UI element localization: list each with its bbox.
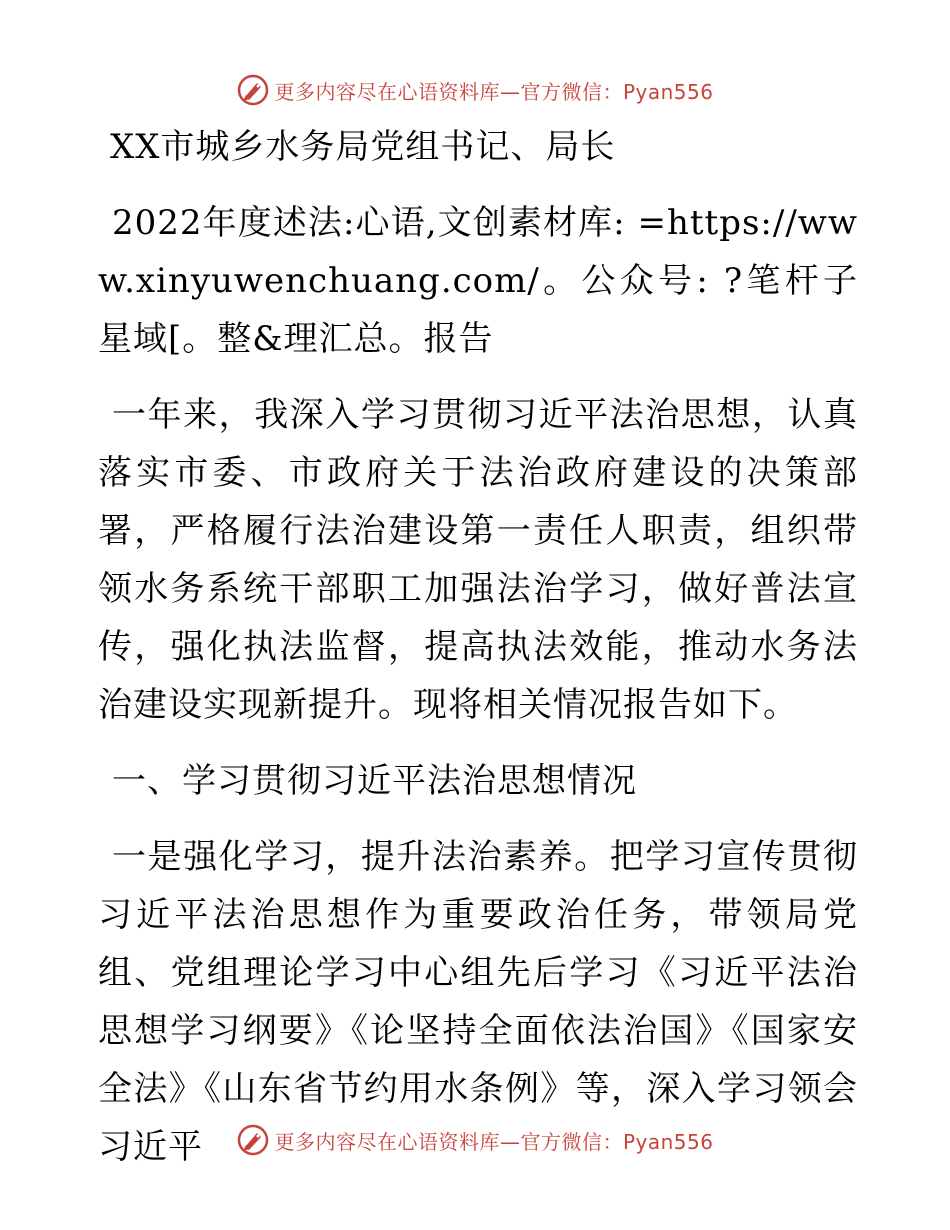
footer-watermark: [0, 1120, 950, 1160]
header-watermark: [0, 70, 950, 110]
paragraph-summary: 一年来，我深入学习贯彻习近平法治思想，认真落实市委、市政府关于法治政府建设的决策部署，严格履行法治建设第一责任人职责，组织带领水务系统干部职工加强法治学习，做好普法宣传，强化执法监督，提高执法效能，推动水务法治建设实现新提升。现将相关情况报告如下。: [98, 395, 858, 725]
paragraph-body: 一是强化学习，提升法治素养。把学习宣传贯彻习近平法治思想作为重要政治任务，带领局党组、党组理论学习中心组先后学习《习近平法治思想学习纲要》《论坚持全面依法治国》《国家安全法》《山东省节约用水条例》等，深入学习领会习近平: [98, 837, 858, 1167]
watermark-text: 更多内容尽在心语资料库—官方微信：Pyan556: [274, 79, 714, 104]
document-title: XX市城乡水务局党组书记、局长: [110, 127, 616, 167]
watermark-text: 更多内容尽在心语资料库—官方微信：Pyan556: [274, 1129, 714, 1154]
section-heading: 一、学习贯彻习近平法治思想情况: [112, 761, 637, 801]
document-body: [98, 118, 858, 1194]
pen-nib-logo-icon: [236, 73, 270, 107]
paragraph-intro: 2022年度述法:心语,文创素材库: =https://www.xinyuwenchuang.com/。公众号: ?笔杆子星域[。整&理汇总。报告: [98, 203, 858, 359]
pen-nib-logo-icon: [236, 1123, 270, 1157]
